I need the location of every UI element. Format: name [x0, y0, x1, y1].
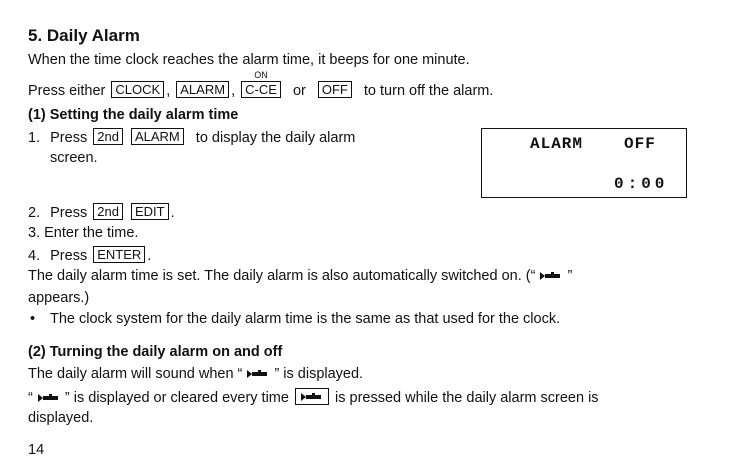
cce-key: [241, 70, 281, 98]
bullet-text: The clock system for the daily alarm time is the same as that used for the clock.: [50, 311, 561, 327]
turning-line-2: [28, 388, 599, 406]
step-2: [28, 203, 175, 221]
turn-off-text: to turn off the alarm.: [363, 83, 494, 99]
alarm-toggle-key: [295, 388, 329, 405]
step-1: [28, 128, 355, 146]
turning-line-2b: ” is displayed or cleared every time: [64, 390, 289, 406]
press-text: Press: [50, 130, 88, 146]
comma: ,: [166, 83, 171, 99]
turning-line-2a: “: [28, 390, 33, 406]
intro-text: When the time clock reaches the alarm time, it beeps for one minute.: [28, 52, 470, 68]
2nd-key: 2nd: [93, 203, 123, 220]
or-text: or: [292, 83, 306, 99]
enter-key: ENTER: [93, 246, 145, 263]
edit-key: EDIT: [131, 203, 169, 220]
alarm-icon: [246, 369, 270, 379]
lcd-time: 0:00: [614, 175, 669, 193]
press-text: Press: [50, 248, 88, 264]
turning-line-3: displayed.: [28, 410, 94, 426]
setting-heading: (1) Setting the daily alarm time: [28, 107, 239, 123]
result-text-a: The daily alarm time is set. The daily alarm is also automatically switched on. (“: [28, 268, 536, 284]
page-number: 14: [28, 442, 45, 458]
alarm-icon: [300, 392, 324, 402]
2nd-key: 2nd: [93, 128, 123, 145]
step-1-text: to display the daily alarm: [195, 130, 356, 146]
turning-line-1: [28, 366, 363, 382]
press-either-text: Press either: [28, 83, 106, 99]
step-4: [28, 246, 151, 264]
step-3: 3. Enter the time.: [28, 225, 139, 241]
result-text-b: ”: [567, 268, 573, 284]
result-text: [28, 268, 572, 284]
bullet-icon: •: [30, 311, 36, 327]
step-number: 2.: [28, 205, 41, 221]
turning-heading: (2) Turning the daily alarm on and off: [28, 344, 283, 360]
period: .: [147, 248, 152, 264]
alarm-key: ALARM: [176, 81, 229, 98]
alarm-key: ALARM: [131, 128, 184, 145]
cce-key-label: C-CE: [245, 82, 277, 97]
result-text-appears: appears.): [28, 290, 90, 306]
lcd-display: [481, 128, 687, 198]
press-text: Press: [50, 205, 88, 221]
step-1-continuation: screen.: [50, 150, 98, 166]
section-title: 5. Daily Alarm: [28, 26, 140, 45]
step-number: 4.: [28, 248, 41, 264]
step-number: 1.: [28, 130, 41, 146]
clock-key: CLOCK: [111, 81, 164, 98]
off-key: OFF: [318, 81, 352, 98]
lcd-alarm-label: ALARM: [530, 135, 584, 153]
period: .: [170, 205, 175, 221]
turning-line-1a: The daily alarm will sound when “: [28, 366, 243, 382]
lcd-alarm-state: OFF: [624, 135, 656, 153]
turn-off-line: [28, 70, 494, 99]
alarm-icon: [539, 271, 563, 281]
comma: ,: [231, 83, 236, 99]
turning-line-2c: is pressed while the daily alarm screen is: [335, 390, 599, 406]
on-label: ON: [254, 70, 268, 80]
turning-line-1b: ” is displayed.: [274, 366, 364, 382]
alarm-icon: [37, 393, 61, 403]
